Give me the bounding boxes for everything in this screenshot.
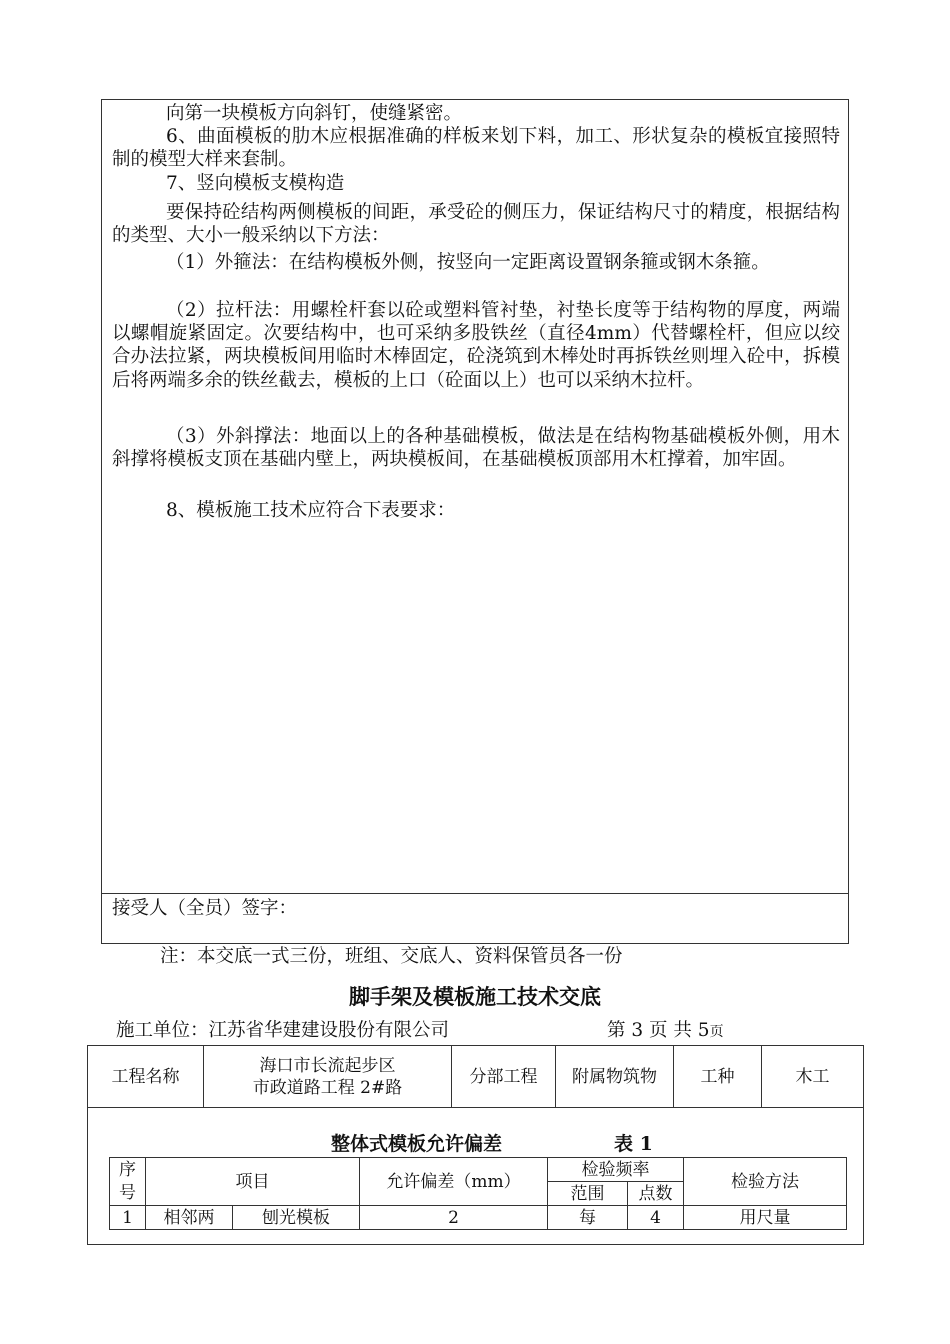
project-name-line1: 海口市长流起步区 [259, 1055, 396, 1076]
row-method: 用尺量 [684, 1206, 847, 1230]
paragraph-spacing-requirement: 要保持砼结构两侧模板的间距，承受砼的侧压力，保证结构尺寸的精度，根据结构的类型、大小一般采纳以下方法： [112, 202, 840, 247]
paragraph-vertical-formwork-heading: 7、竖向模板支模构造 [166, 173, 345, 194]
paragraph-diagonal-brace-method: （3）外斜撑法：地面以上的各种基础模板，做法是在结构物基础模板外侧，用木斜撑将模板支顶在基础内壁上，两块模板间，在基础模板顶部用木杠撑着，加牢固。 [112, 426, 840, 471]
row-item-b: 刨光模板 [233, 1206, 360, 1230]
paragraph-requirements-intro: 8、模板施工技术应符合下表要求： [166, 500, 456, 521]
trade-label: 工种 [674, 1046, 762, 1107]
header-item: 项目 [146, 1158, 360, 1206]
deviation-table-title: 整体式模板允许偏差 [331, 1133, 503, 1155]
row-item-a: 相邻两 [146, 1206, 233, 1230]
header-points: 点数 [628, 1182, 684, 1206]
paragraph-curved-formwork: 6、曲面模板的肋木应根据准确的样板来划下料，加工、形状复杂的模板宜接照特制的模型大样来套制。 [112, 126, 840, 171]
signature-divider [102, 893, 848, 894]
header-frequency: 检验频率 [548, 1158, 684, 1182]
project-name-value [204, 1046, 452, 1107]
sub-project-label: 分部工程 [452, 1046, 556, 1107]
page-number: 第 3 页 共 5 [607, 1020, 710, 1041]
row-points: 4 [628, 1206, 684, 1230]
deviation-table [109, 1157, 847, 1230]
copies-note: 注：本交底一式三份，班组、交底人、资料保管员各一份 [160, 946, 623, 967]
construction-unit: 施工单位：江苏省华建建设股份有限公司 [116, 1020, 450, 1041]
page-suffix: 页 [709, 1024, 724, 1040]
row-allowed: 2 [360, 1206, 548, 1230]
continuation-box [101, 99, 849, 944]
page-indicator [607, 1018, 724, 1045]
header-method: 检验方法 [684, 1158, 847, 1206]
project-name-line2: 市政道路工程 2#路 [252, 1077, 403, 1098]
info-table [87, 1045, 864, 1245]
header-allowed: 允许偏差（mm） [360, 1158, 548, 1206]
trade-value: 木工 [795, 1066, 830, 1087]
header-seq-line2: 号 [119, 1182, 136, 1203]
paragraph-tie-rod-method: （2）拉杆法：用螺栓杆套以砼或塑料管衬垫，衬垫长度等于结构物的厚度，两端以螺帽旋紧固定。次要结构中，也可采纳多股铁丝（直径4mm）代替螺栓杆，但应以绞合办法拉紧，两块模板间用临时木棒固定，砼浇筑到木棒处时再拆铁丝则埋入砼中，拆模后将两端多余的铁丝截去，模板的上口（砼面以上）也可以采纳木拉杆。 [112, 300, 840, 391]
header-seq-line1: 序 [119, 1159, 136, 1180]
row-range: 每 [548, 1206, 628, 1230]
sub-project-value: 附属物筑物 [556, 1046, 674, 1107]
header-seq [110, 1158, 146, 1206]
signature-label: 接受人（全员）签字： [112, 898, 298, 919]
header-divider [88, 1107, 863, 1108]
document-title: 脚手架及模板施工技术交底 [349, 984, 601, 1009]
table-row [110, 1206, 847, 1230]
project-name-label: 工程名称 [88, 1046, 204, 1107]
deviation-table-number: 表 1 [614, 1133, 653, 1155]
paragraph-continued: 向第一块模板方向斜钉，使缝紧密。 [166, 103, 463, 124]
row-seq: 1 [110, 1206, 146, 1230]
header-range: 范围 [548, 1182, 628, 1206]
paragraph-outer-hoop-method: （1）外箍法：在结构模板外侧，按竖向一定距离设置钢条箍或钢木条箍。 [166, 252, 770, 273]
